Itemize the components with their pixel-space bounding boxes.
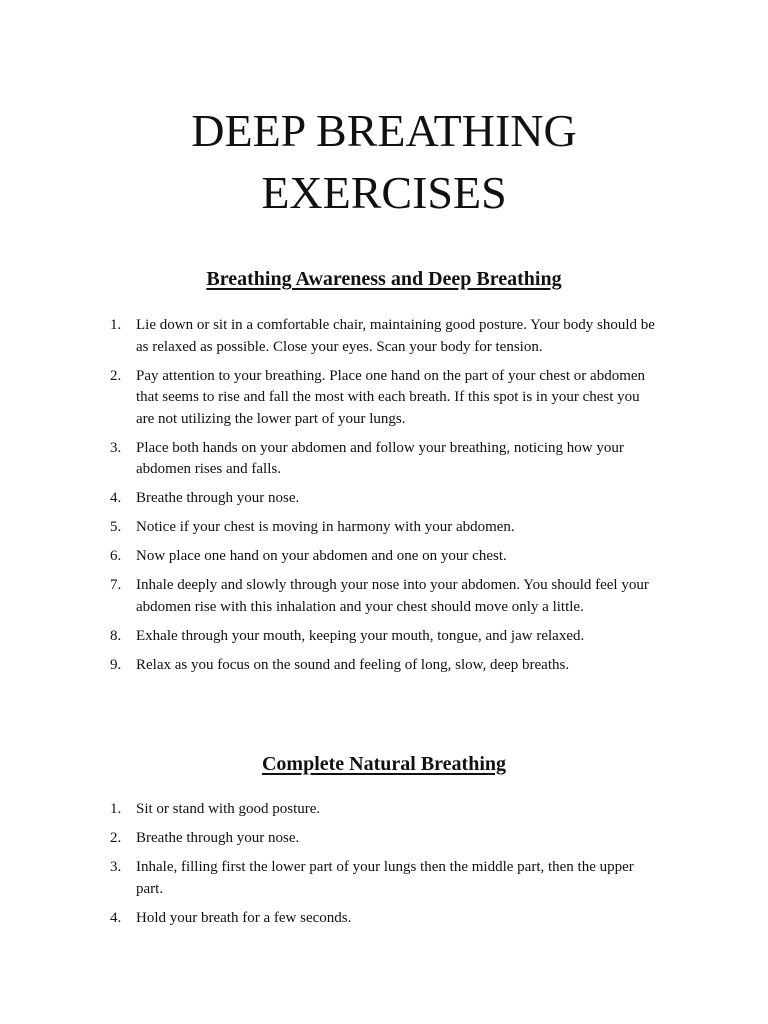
list-item-number: 9. <box>110 656 122 673</box>
list-item-number: 3. <box>110 439 122 456</box>
page-title-line-2: EXERCISES <box>261 167 507 218</box>
list-item <box>110 315 655 358</box>
list-item <box>110 626 655 648</box>
breathing-awareness-steps-list <box>110 315 655 684</box>
list-item <box>110 546 655 568</box>
list-item-text: Breathe through your nose. <box>136 830 300 846</box>
list-item <box>110 828 655 850</box>
list-item <box>110 366 655 431</box>
section-heading-breathing-awareness: Breathing Awareness and Deep Breathing <box>206 268 562 290</box>
page-title <box>0 100 768 224</box>
list-item-text: Place both hands on your abdomen and follow your breathing, noticing how your abdomen rises and falls. <box>136 439 624 477</box>
list-item-text: Inhale deeply and slowly through your nose into your abdomen. You should feel your abdomen rise with this inhalation and your chest should move only a little. <box>136 577 649 615</box>
list-item-text: Now place one hand on your abdomen and one on your chest. <box>136 548 507 564</box>
list-item-text: Sit or stand with good posture. <box>136 801 321 817</box>
list-item-number: 5. <box>110 519 122 535</box>
list-item <box>110 438 655 481</box>
list-item-text: Pay attention to your breathing. Place one hand on the part of your chest or abdomen that seems to rise and fall the most with each breath. If this spot is in your chest you are not utilizing the lower part of your lungs. <box>136 367 646 427</box>
list-item-text: Exhale through your mouth, keeping your mouth, tongue, and jaw relaxed. <box>136 627 585 644</box>
list-item-number: 4. <box>110 909 122 926</box>
list-item-text: Relax as you focus on the sound and feeling of long, slow, deep breaths. <box>136 656 570 673</box>
list-item-number: 8. <box>110 627 122 644</box>
list-item-text: Notice if your chest is moving in harmony with your abdomen. <box>136 519 515 535</box>
list-item <box>110 908 655 930</box>
list-item-number: 4. <box>110 490 122 506</box>
list-item-number: 7. <box>110 577 122 593</box>
list-item-number: 1. <box>110 801 122 817</box>
list-item <box>110 655 655 677</box>
list-item <box>110 488 655 510</box>
list-item-number: 2. <box>110 367 122 384</box>
list-item <box>110 517 655 539</box>
list-item-text: Inhale, filling first the lower part of your lungs then the middle part, then the upper part. <box>136 859 634 897</box>
list-item-number: 3. <box>110 859 122 875</box>
list-item-text: Lie down or sit in a comfortable chair, maintaining good posture. Your body should be as relaxed as possible. Close your eyes. Scan your body for tension. <box>136 317 655 355</box>
list-item <box>110 575 655 618</box>
list-item-number: 1. <box>110 317 122 333</box>
list-item <box>110 857 655 900</box>
page-title-line-1: DEEP BREATHING <box>191 105 577 156</box>
list-item-text: Hold your breath for a few seconds. <box>136 909 352 926</box>
list-item-number: 2. <box>110 830 122 846</box>
complete-natural-breathing-steps-list <box>110 799 655 937</box>
list-item <box>110 799 655 821</box>
section-heading-complete-natural-breathing: Complete Natural Breathing <box>261 753 507 775</box>
list-item-text: Breathe through your nose. <box>136 490 300 506</box>
list-item-number: 6. <box>110 548 122 564</box>
